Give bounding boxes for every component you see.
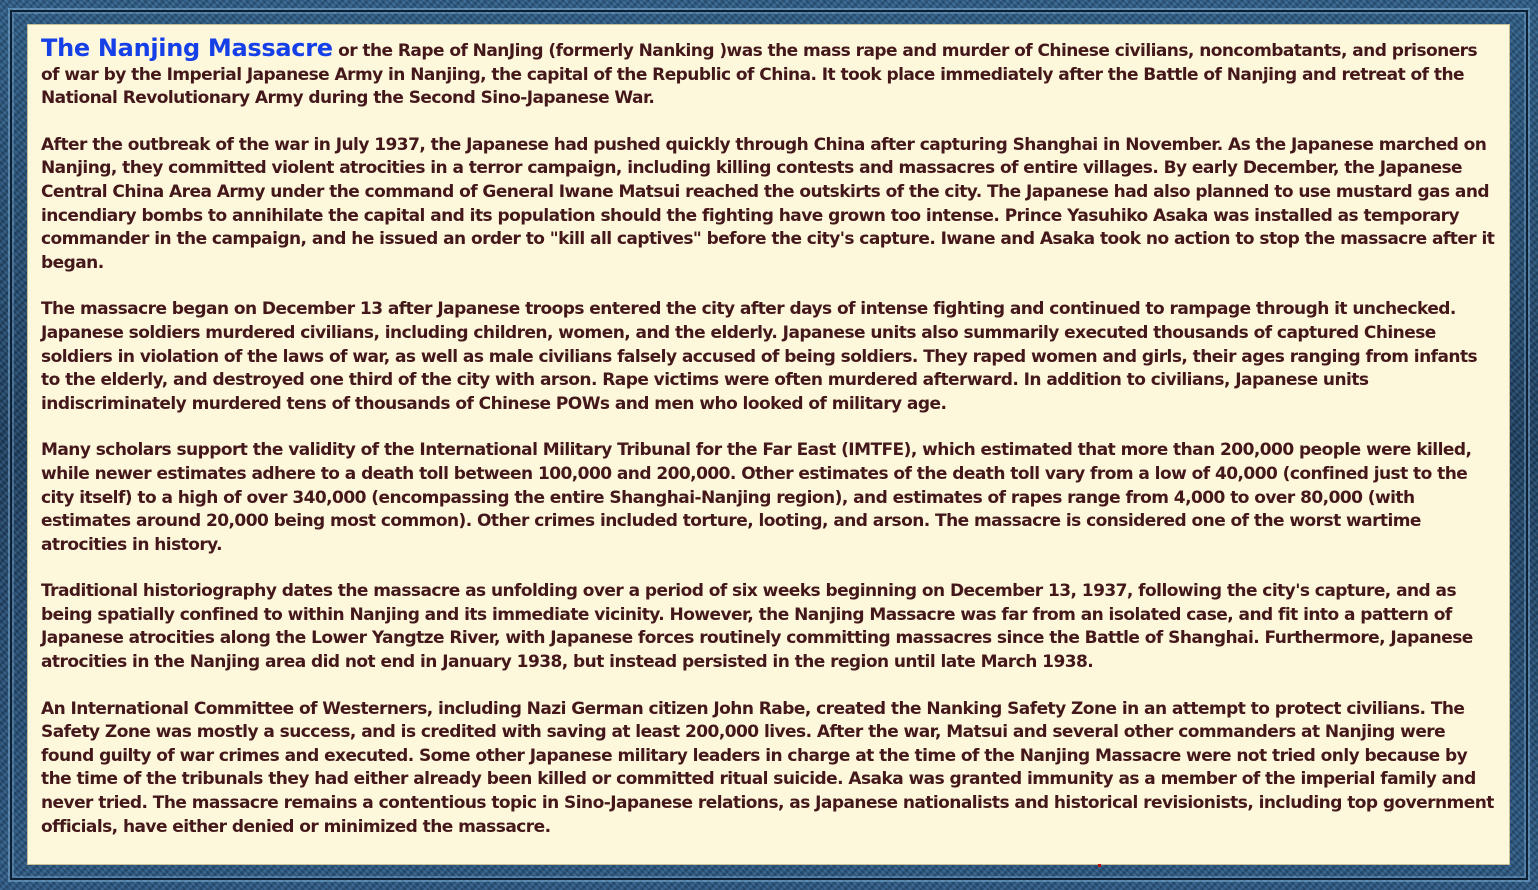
paragraph-background: After the outbreak of the war in July 1937, the Japanese had pushed quickly through China after capturing Shanghai in November. As the Japanese marched on Nanjing, they committed violent atrocities in a terror campaign, including killing contests and massacres of entire villages. By early December, the Japanese Central China Area Army under the command of General Iwane Matsui reached the outskirts of the city. The Japanese had also planned to use mustard gas and incendiary bombs to annihilate the capital and its population should the fighting have grown too intense. Prince Yasuhiko Asaka was installed as temporary commander in the campaign, and he issued an order to "kill all captives" before the city's capture. Iwane and Asaka took no action to stop the massacre after it began. [41,134,1495,273]
article-panel [27,24,1510,865]
frame-mark [1098,864,1101,867]
article-title: The Nanjing Massacre [41,34,333,62]
paragraph-safety-zone: An International Committee of Westerners, including Nazi German citizen John Rabe, created the Nanking Safety Zone in an attempt to protect civilians. The Safety Zone was mostly a success, and is credited with saving at least 200,000 lives. After the war, Matsui and several other commanders at Nanjing were found guilty of war crimes and executed. Some other Japanese military leaders in charge at the time of the Nanjing Massacre were not tried only because by the time of the tribunals they had either already been killed or committed ritual suicide. Asaka was granted immunity as a member of the imperial family and never tried. The massacre remains a contentious topic in Sino-Japanese relations, as Japanese nationalists and historical revisionists, including top government officials, have either denied or minimized the massacre. [41,698,1494,837]
paragraph-death-toll: Many scholars support the validity of the International Military Tribunal for the Far East (IMTFE), which estimated that more than 200,000 people were killed, while newer estimates adhere to a death toll between 100,000 and 200,000. Other estimates of the death toll vary from a low of 40,000 (confined just to the city itself) to a high of over 340,000 (encompassing the entire Shanghai-Nanjing region), and estimates of rapes range from 4,000 to over 80,000 (with estimates around 20,000 being most common). Other crimes included torture, looting, and arson. The massacre is considered one of the worst wartime atrocities in history. [41,440,1472,555]
paragraph-historiography: Traditional historiography dates the massacre as unfolding over a period of six weeks beginning on December 13, 1937, following the city's capture, and as being spatially confined to within Nanjing and its immediate vicinity. However, the Nanjing Massacre was far from an isolated case, and fit into a pattern of Japanese atrocities along the Lower Yangtze River, with Japanese forces routinely committing massacres since the Battle of Shanghai. Furthermore, Japanese atrocities in the Nanjing area did not end in January 1938, but instead persisted in the region until late March 1938. [41,581,1473,673]
paragraph-massacre: The massacre began on December 13 after Japanese troops entered the city after days of intense fighting and continued to rampage through it unchecked. Japanese soldiers murdered civilians, including children, women, and the elderly. Japanese units also summarily executed thousands of captured Chinese soldiers in violation of the laws of war, as well as male civilians falsely accused of being soldiers. They raped women and girls, their ages ranging from infants to the elderly, and destroyed one third of the city with arson. Rape victims were often murdered afterward. In addition to civilians, Japanese units indiscriminately murdered tens of thousands of Chinese POWs and men who looked of military age. [41,299,1478,414]
intro-paragraph [41,34,1497,111]
intro-text: or the Rape of NanJing (formerly Nanking )was the mass rape and murder of Chinese civilians, noncombatants, and prisoners of war by the Imperial Japanese Army in Nanjing, the capital of the Republic of China. It took place immediately after the Battle of Nanjing and retreat of the National Revolutionary Army during the Second Sino-Japanese War. [41,41,1478,109]
